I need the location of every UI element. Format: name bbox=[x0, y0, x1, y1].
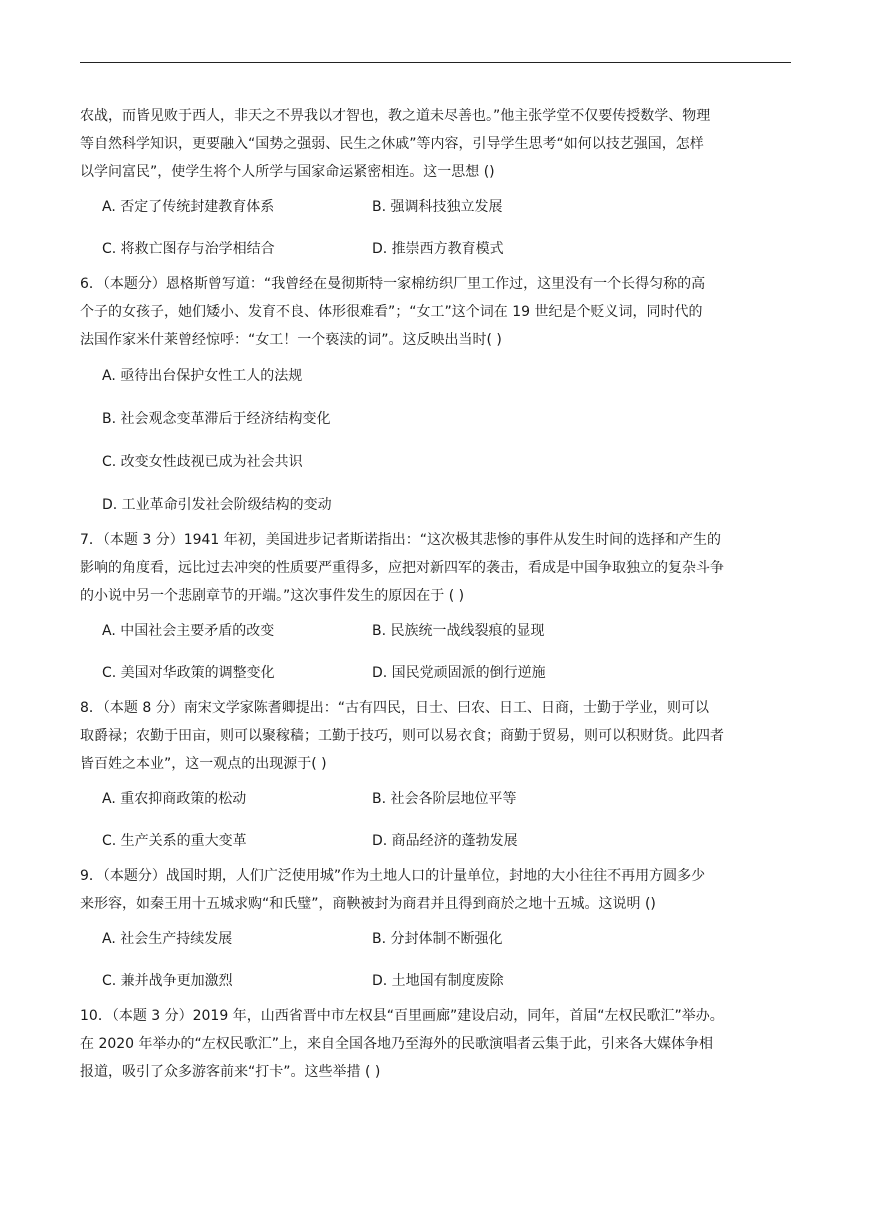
option-row bbox=[102, 918, 792, 960]
option-b: B. 社会观念变革滞后于经济结构变化 bbox=[102, 410, 331, 427]
text-line: 个子的女孩子，她们矮小、发育不良、体形很难看”；“女工”这个词在 19 世纪是个贬义词，同时代的 bbox=[80, 304, 703, 320]
text-line: 报道，吸引了众多游客前来“打卡”。这些举措 ( ) bbox=[80, 1064, 381, 1080]
option-row bbox=[102, 354, 792, 397]
option-row bbox=[102, 440, 792, 483]
question-9 bbox=[80, 862, 792, 1002]
text-line: 的小说中另一个悲剧章节的开端。”这次事件发生的原因在于 ( ) bbox=[80, 588, 465, 604]
text-line: 在 2020 年举办的“左权民歌汇”上，来自全国各地乃至海外的民歌演唱者云集于此，引来各大媒体争相 bbox=[80, 1036, 714, 1052]
text-line: 以学问富民”，使学生将个人所学与国家命运紧密相连。这一思想 () bbox=[80, 164, 495, 180]
page-content bbox=[80, 102, 792, 1086]
option-c: C. 将救亡图存与治学相结合 bbox=[102, 241, 275, 257]
option-b: B. 社会各阶层地位平等 bbox=[372, 791, 517, 807]
question-options bbox=[102, 918, 792, 1002]
text-line: 农战，而皆见败于西人，非天之不畀我以才智也，教之道未尽善也。”他主张学堂不仅要传授数学、物理 bbox=[80, 108, 711, 124]
option-c: C. 改变女性歧视已成为社会共识 bbox=[102, 453, 303, 470]
question-stem bbox=[80, 526, 792, 610]
intro-paragraph bbox=[80, 102, 792, 186]
option-a: A. 重农抑商政策的松动 bbox=[102, 791, 247, 807]
text-line: 取爵禄；农勤于田亩，则可以聚稼穑；工勤于技巧，则可以易衣食；商勤于贸易，则可以积财货。此四者 bbox=[80, 728, 724, 744]
text-line: 来形容，如秦王用十五城求购“和氏璧”，商鞅被封为商君并且得到商於之地十五城。这说明 () bbox=[80, 896, 656, 912]
question-options bbox=[102, 778, 792, 862]
option-row bbox=[102, 186, 792, 228]
text-line: 10．（本题 3 分）2019 年，山西省晋中市左权县“百里画廊”建设启动，同年，首届“左权民歌汇”举办。 bbox=[80, 1008, 724, 1024]
option-d: D. 土地国有制度废除 bbox=[372, 973, 504, 989]
question-8 bbox=[80, 694, 792, 862]
option-d: D. 商品经济的蓬勃发展 bbox=[372, 833, 518, 849]
option-b: B. 民族统一战线裂痕的显现 bbox=[372, 623, 545, 639]
option-b: B. 强调科技独立发展 bbox=[372, 199, 503, 215]
question-options bbox=[102, 610, 792, 694]
option-row bbox=[102, 228, 792, 270]
text-line: 法国作家米什莱曾经惊呼：“女工！一个亵渎的词”。这反映出当时( ) bbox=[80, 332, 502, 348]
text-line: 影响的角度看，远比过去冲突的性质要严重得多，应把对新四军的袭击，看成是中国争取独立的复杂斗争 bbox=[80, 560, 724, 576]
text-line: 8．（本题 8 分）南宋文学家陈耆卿提出：“古有四民，日士、曰农、日工、日商，士勤于学业，则可以 bbox=[80, 700, 709, 716]
option-row bbox=[102, 483, 792, 526]
text-line: 6．（本题分）恩格斯曾写道：“我曾经在曼彻斯特一家棉纺织厂里工作过，这里没有一个长得匀称的高 bbox=[80, 276, 706, 292]
option-row bbox=[102, 960, 792, 1002]
question-stem bbox=[80, 1002, 792, 1086]
question-10 bbox=[80, 1002, 792, 1086]
option-a: A. 社会生产持续发展 bbox=[102, 931, 233, 947]
text-line: 7．（本题 3 分）1941 年初，美国进步记者斯诺指出：“这次极其悲惨的事件从发生时间的选择和产生的 bbox=[80, 532, 722, 548]
option-d: D. 国民党顽固派的倒行逆施 bbox=[372, 665, 546, 681]
option-d: D. 推崇西方教育模式 bbox=[372, 241, 504, 257]
option-c: C. 生产关系的重大变革 bbox=[102, 833, 247, 849]
option-row bbox=[102, 610, 792, 652]
option-row bbox=[102, 397, 792, 440]
option-row bbox=[102, 652, 792, 694]
text-line: 皆百姓之本业”，这一观点的出现源于( ) bbox=[80, 756, 327, 772]
option-a: A. 亟待出台保护女性工人的法规 bbox=[102, 367, 303, 384]
question-stem bbox=[80, 862, 792, 918]
option-b: B. 分封体制不断强化 bbox=[372, 931, 503, 947]
question-stem bbox=[80, 694, 792, 778]
option-c: C. 兼并战争更加激烈 bbox=[102, 973, 233, 989]
question-stem bbox=[80, 270, 792, 354]
option-row bbox=[102, 820, 792, 862]
intro-options bbox=[102, 186, 792, 270]
option-c: C. 美国对华政策的调整变化 bbox=[102, 665, 275, 681]
text-line: 等自然科学知识，更要融入“国势之强弱、民生之休戚”等内容，引导学生思考“如何以技艺强国，怎样 bbox=[80, 136, 704, 152]
text-line: 9．（本题分）战国时期，人们广泛使用城”作为土地人口的计量单位，封地的大小往往不再用方圆多少 bbox=[80, 868, 706, 884]
option-row bbox=[102, 778, 792, 820]
question-options bbox=[102, 354, 792, 526]
option-a: A. 中国社会主要矛盾的改变 bbox=[102, 623, 275, 639]
question-7 bbox=[80, 526, 792, 694]
option-d: D. 工业革命引发社会阶级结构的变动 bbox=[102, 496, 332, 513]
question-6 bbox=[80, 270, 792, 526]
header-rule bbox=[80, 62, 791, 63]
option-a: A. 否定了传统封建教育体系 bbox=[102, 199, 275, 215]
